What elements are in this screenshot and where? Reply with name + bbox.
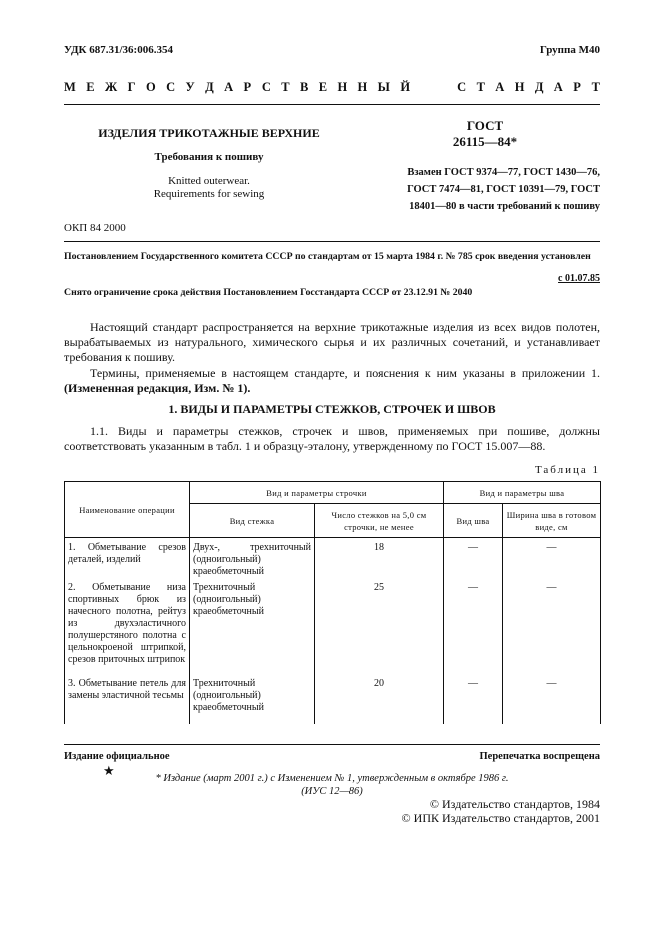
banner-letter: О [146, 80, 156, 94]
header-seam-group: Вид и параметры шва [444, 482, 601, 504]
row2-seam-width: — [503, 580, 601, 676]
header-stitch-group: Вид и параметры строчки [190, 482, 444, 504]
section1-paragraph: 1.1. Виды и параметры стежков, строчек и швов, применяемых при пошиве, должны соответствовать указанным в табл. 1 и образцу-эталону, утвержденному по ГОСТ 15.007—88. [64, 424, 600, 453]
title-main: ИЗДЕЛИЯ ТРИКОТАЖНЫЕ ВЕРХНИЕ [98, 126, 320, 140]
row1-seam-width: — [503, 538, 601, 581]
row2-seam-type: — [444, 580, 503, 676]
banner-letter: Т [281, 80, 290, 94]
intro-paragraph-1: Настоящий стандарт распространяется на верхние трикотажные изделия из всех видов полотен, вырабатываемых из натурального, химического сырья и их различных сочетаний, и устанавливает требования к пошиву. [64, 320, 600, 364]
banner-letter: Т [591, 80, 600, 94]
banner-letter: Ы [377, 80, 390, 94]
banner-letter: А [495, 80, 505, 94]
okp-code: ОКП 84 2000 [64, 222, 126, 234]
udk-code: УДК 687.31/36:006.354 [64, 44, 173, 56]
row3-seam-type: — [444, 676, 503, 724]
gost-replaces-line1: Взамен ГОСТ 9374—77, ГОСТ 1430—76, [407, 167, 600, 178]
title-sub: Требования к пошиву [154, 151, 264, 163]
header-seam-type: Вид шва [444, 504, 503, 538]
banner-letter: У [185, 80, 195, 94]
copyright-1984: © Издательство стандартов, 1984 [429, 797, 600, 811]
banner-letter: С [261, 80, 271, 94]
edition-note: * Издание (март 2001 г.) с Изменением № 1, утвержденным в октябре 1986 г. [155, 773, 509, 784]
gost-number: 26115—84* [452, 134, 518, 149]
banner-letter: Н [337, 80, 348, 94]
banner-letter: А [553, 80, 563, 94]
header-operation: Наименование операции [65, 482, 190, 538]
gost-replaces [370, 164, 600, 215]
banner-letter: Н [357, 80, 368, 94]
okp-rule [64, 241, 600, 242]
banner-letter: А [224, 80, 234, 94]
banner-letter [439, 80, 447, 95]
row3-seam-width: — [503, 676, 601, 724]
row3-stitch-type: Трехниточный (одноигольный) краеобметочный [190, 676, 315, 724]
title-en-line1: Knitted outerwear. [168, 175, 250, 187]
gost-replaces-line2: ГОСТ 7474—81, ГОСТ 10391—79, ГОСТ [407, 184, 600, 195]
decree-text: Постановлением Государственного комитета СССР по стандартам от 15 марта 1984 г. № 785 срок введения установлен [64, 251, 591, 262]
banner-letter: Д [205, 80, 214, 94]
banner-letter: С [457, 80, 467, 94]
banner-letter: Е [86, 80, 95, 94]
banner-letter: Т [476, 80, 485, 94]
banner-letter: С [166, 80, 176, 94]
decree-date: с 01.07.85 [558, 273, 600, 284]
banner-letter: Е [318, 80, 328, 94]
ius-note: (ИУС 12—86) [301, 786, 363, 797]
banner-letter: Й [400, 80, 411, 94]
table-row [65, 676, 601, 724]
star-mark: ★ [103, 763, 115, 778]
banner-letter: В [300, 80, 309, 94]
decree-removal: Снято ограничение срока действия Постановлением Госстандарта СССР от 23.12.91 № 2040 [64, 287, 473, 298]
official-edition: Издание официальное [64, 751, 170, 762]
reprint-prohibited: Перепечатка воспрещена [479, 751, 600, 762]
section1-title: 1. ВИДЫ И ПАРАМЕТРЫ СТЕЖКОВ, СТРОЧЕК И ШВОВ [168, 402, 496, 416]
table-header-row-1 [65, 482, 601, 504]
copyright-2001: © ИПК Издательство стандартов, 2001 [401, 811, 600, 825]
table-caption: Таблица 1 [534, 464, 600, 476]
footer-rule [64, 744, 600, 745]
banner-letter: М [64, 80, 76, 94]
banner-letter [420, 80, 428, 95]
row3-operation: 3. Обметывание петель для замены эластичной тесьмы [65, 676, 190, 724]
banner-letter: Н [514, 80, 525, 94]
intro-paragraph-2-text: Термины, применяемые в настоящем стандарте, и пояснения к ним указаны в приложении 1. [90, 366, 600, 380]
banner-letter: Р [243, 80, 252, 94]
table-row [65, 538, 601, 581]
banner-letter: Р [573, 80, 581, 94]
row3-stitch-count: 20 [315, 676, 444, 724]
row2-stitch-count: 25 [315, 580, 444, 676]
header-stitch-type: Вид стежка [190, 504, 315, 538]
row1-stitch-type: Двух-, трехниточный (одноигольный) краеобметочный [190, 538, 315, 581]
intro-amendment-note: (Измененная редакция, Изм. № 1). [64, 381, 251, 395]
row2-stitch-type: Трехниточный (одноигольный) краеобметочный [190, 580, 315, 676]
banner-rule [64, 104, 600, 105]
intro-paragraph-2 [64, 366, 600, 396]
banner-letter: Д [534, 80, 544, 94]
stitch-parameters-table [64, 481, 601, 724]
row2-operation: 2. Обметывание низа спортивных брюк из начесного полотна, рейтуз из двухэластичного полушерстяного полотна с цельнокроеной штрипкой, срезов приточных штрипок [65, 580, 190, 676]
header-stitch-count: Число стежков на 5,0 см строчки, не менее [315, 504, 444, 538]
gost-label: ГОСТ [466, 118, 504, 133]
banner-letter: Г [127, 80, 136, 94]
table-row [65, 580, 601, 676]
gost-replaces-line3: 18401—80 в части требований к пошиву [409, 201, 600, 212]
row1-operation: 1. Обметывание срезов деталей, изделий [65, 538, 190, 581]
banner-letter: Ж [104, 80, 118, 94]
group-code: Группа М40 [539, 44, 600, 56]
header-seam-width: Ширина шва в готовом виде, см [503, 504, 601, 538]
interstate-standard-banner [64, 80, 600, 95]
row1-stitch-count: 18 [315, 538, 444, 581]
row1-seam-type: — [444, 538, 503, 581]
title-en-line2: Requirements for sewing [153, 188, 265, 200]
